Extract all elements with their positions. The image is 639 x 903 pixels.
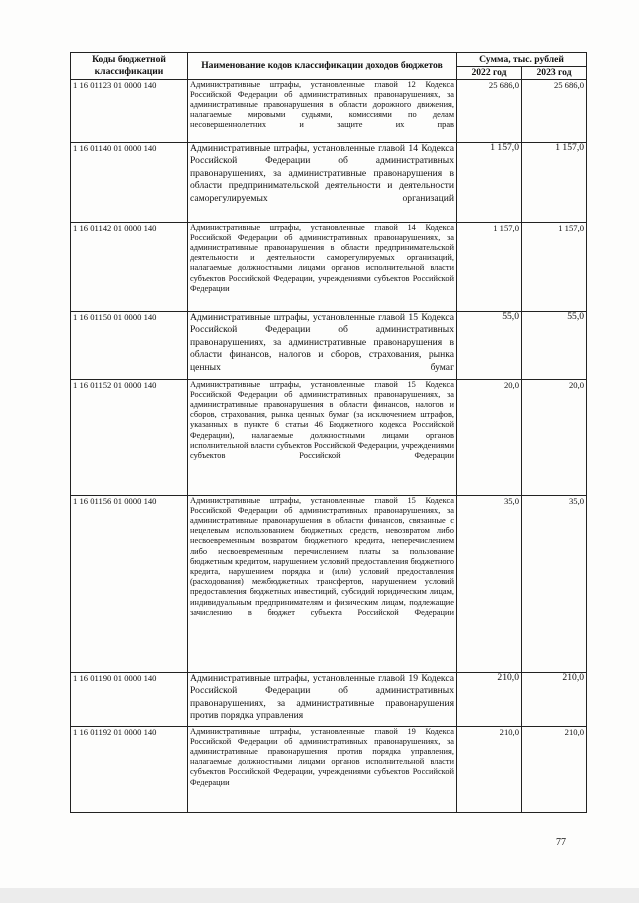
row-code: 1 16 01190 01 0000 140 <box>71 672 188 726</box>
row-code: 1 16 01140 01 0000 140 <box>71 142 188 222</box>
row-name: Административные штрафы, установленные главой 12 Кодекса Российской Федерации об административных правонарушениях, за административные правонарушения в области дорожного движения, налагаемые мировыми судьями, комиссиями по делам несовершеннолетних и защите их прав <box>188 79 457 142</box>
row-amount-2023: 55,0 <box>522 311 587 379</box>
table-row <box>71 672 587 726</box>
row-amount-2022: 25 686,0 <box>457 79 522 142</box>
row-amount-2023: 210,0 <box>522 672 587 726</box>
row-amount-2022: 20,0 <box>457 379 522 495</box>
table-row <box>71 222 587 311</box>
row-name: Административные штрафы, установленные главой 15 Кодекса Российской Федерации об административных правонарушениях, за административные правонарушения в области финансов, связанные с нецелевым использованием бюджетных средств, невозвратом либо несвоевременным возвратом бюджетного кредита, неперечислением либо несвоевременным перечислением платы за пользование бюджетным кредитом, нарушением условий предоставления бюджетного кредита, нарушением порядка и (или) условий предоставления (расходования) межбюджетных трансфертов, нарушением условий предоставления бюджетных инвестиций, субсидий юридическим лицам, индивидуальным предпринимателям и физическим лицам, подлежащие зачислению в бюджет субъекта Российской Федерации <box>188 495 457 672</box>
row-amount-2022: 1 157,0 <box>457 142 522 222</box>
table-row <box>71 379 587 495</box>
row-amount-2023: 1 157,0 <box>522 222 587 311</box>
row-amount-2023: 25 686,0 <box>522 79 587 142</box>
header-codes: Коды бюджетной классификации <box>71 53 188 80</box>
header-year-2022: 2022 год <box>457 67 522 80</box>
table-row <box>71 726 587 812</box>
table-row <box>71 495 587 672</box>
row-code: 1 16 01192 01 0000 140 <box>71 726 188 812</box>
row-amount-2023: 210,0 <box>522 726 587 812</box>
row-code: 1 16 01123 01 0000 140 <box>71 79 188 142</box>
row-name: Административные штрафы, установленные главой 19 Кодекса Российской Федерации об административных правонарушениях, за административные правонарушения против порядка управления, налагаемые должностными лицами органов исполнительной власти субъектов Российской Федерации, учреждениями субъектов Российской Федерации <box>188 726 457 812</box>
budget-revenue-table <box>70 52 587 813</box>
row-name: Административные штрафы, установленные главой 15 Кодекса Российской Федерации об административных правонарушениях, за административные правонарушения в области финансов, налогов и сборов, страхования, рынка ценных бумаг <box>188 311 457 379</box>
row-amount-2023: 20,0 <box>522 379 587 495</box>
row-amount-2022: 210,0 <box>457 726 522 812</box>
row-code: 1 16 01152 01 0000 140 <box>71 379 188 495</box>
row-amount-2023: 35,0 <box>522 495 587 672</box>
row-amount-2022: 1 157,0 <box>457 222 522 311</box>
row-amount-2022: 55,0 <box>457 311 522 379</box>
row-amount-2023: 1 157,0 <box>522 142 587 222</box>
row-code: 1 16 01150 01 0000 140 <box>71 311 188 379</box>
row-code: 1 16 01142 01 0000 140 <box>71 222 188 311</box>
table-row <box>71 142 587 222</box>
header-sum: Сумма, тыс. рублей <box>457 53 587 67</box>
row-name: Административные штрафы, установленные главой 14 Кодекса Российской Федерации об административных правонарушениях, за административные правонарушения в области предпринимательской деятельности и деятельности саморегулируемых организаций <box>188 142 457 222</box>
row-amount-2022: 210,0 <box>457 672 522 726</box>
row-name: Административные штрафы, установленные главой 19 Кодекса Российской Федерации об административных правонарушениях, за административные правонарушения против порядка управления <box>188 672 457 726</box>
row-amount-2022: 35,0 <box>457 495 522 672</box>
table-row <box>71 79 587 142</box>
page-number: 77 <box>556 837 566 848</box>
table-row <box>71 311 587 379</box>
header-name: Наименование кодов классификации доходов бюджетов <box>188 53 457 80</box>
row-name: Административные штрафы, установленные главой 15 Кодекса Российской Федерации об административных правонарушениях, за административные правонарушения в области финансов, налогов и сборов, страхования, рынка ценных бумаг (за исключением штрафов, указанных в пункте 6 статьи 46 Бюджетного кодекса Российской Федерации), налагаемые должностными лицами органов исполнительной власти субъектов Российской Федерации, учреждениями субъектов Российской Федерации <box>188 379 457 495</box>
scan-bottom-edge <box>0 888 639 903</box>
row-name: Административные штрафы, установленные главой 14 Кодекса Российской Федерации об административных правонарушениях, за административные правонарушения в области предпринимательской деятельности и деятельности саморегулируемых организаций, налагаемые должностными лицами органов исполнительной власти субъектов Российской Федерации, учреждениями субъектов Российской Федерации <box>188 222 457 311</box>
header-year-2023: 2023 год <box>522 67 587 80</box>
row-code: 1 16 01156 01 0000 140 <box>71 495 188 672</box>
